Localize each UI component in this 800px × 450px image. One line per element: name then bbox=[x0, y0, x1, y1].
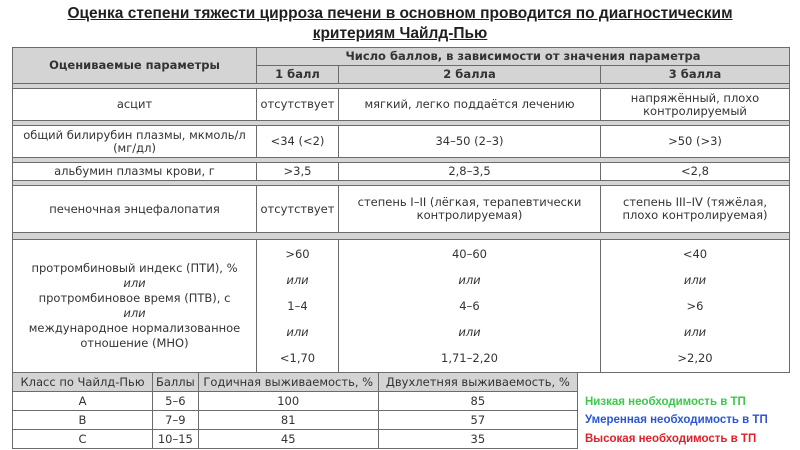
header-2-points: 2 балла bbox=[339, 66, 601, 84]
param-label: альбумин плазмы крови, г bbox=[13, 163, 257, 181]
value-pti: >60 bbox=[285, 247, 310, 261]
class-cell: A bbox=[13, 392, 153, 411]
or-label: или bbox=[683, 325, 707, 339]
header-two-year: Двухлетняя выживаемость, % bbox=[378, 373, 577, 392]
criteria-header-row bbox=[13, 48, 790, 66]
param-pti: протромбиновый индекс (ПТИ), % bbox=[31, 261, 238, 275]
header-score-group: Число баллов, в зависимости от значения параметра bbox=[257, 48, 790, 66]
value-2-points-coagulation bbox=[339, 240, 601, 373]
one-year-cell: 45 bbox=[198, 430, 378, 449]
page-title bbox=[20, 4, 780, 44]
param-label: общий билирубин плазмы, мкмоль/л (мг/дл) bbox=[13, 126, 257, 158]
or-label: или bbox=[123, 276, 146, 290]
two-year-cell: 57 bbox=[378, 411, 577, 430]
value-ptv: 4–6 bbox=[459, 299, 480, 313]
criteria-row-ascites bbox=[13, 89, 790, 121]
value-3-points: <2,8 bbox=[601, 163, 790, 181]
or-label: или bbox=[286, 273, 309, 287]
header-class: Класс по Чайлд-Пью bbox=[13, 373, 153, 392]
one-year-cell: 81 bbox=[198, 411, 378, 430]
or-label: или bbox=[123, 306, 146, 320]
value-ptv: >6 bbox=[686, 299, 704, 313]
value-2-points: мягкий, легко поддаётся лечению bbox=[339, 89, 601, 121]
value-1-point: <34 (<2) bbox=[257, 126, 339, 158]
or-label: или bbox=[683, 273, 707, 287]
value-1-point: отсутствует bbox=[257, 89, 339, 121]
points-cell: 10–15 bbox=[153, 430, 199, 449]
header-points: Баллы bbox=[153, 373, 199, 392]
or-label: или bbox=[458, 273, 481, 287]
value-inr: 1,71–2,20 bbox=[441, 351, 498, 365]
class-cell: B bbox=[13, 411, 153, 430]
param-label: печеночная энцефалопатия bbox=[13, 186, 257, 233]
criteria-row-coagulation bbox=[13, 240, 790, 373]
one-year-cell: 100 bbox=[198, 392, 378, 411]
survival-row-a bbox=[13, 392, 578, 411]
survival-row-b bbox=[13, 411, 578, 430]
title-line-1: Оценка степени тяжести цирроза печени в основном проводится по диагностическим bbox=[67, 5, 733, 22]
param-ptv: протромбиновое время (ПТВ), с bbox=[38, 291, 231, 305]
legend-low-need: Низкая необходимость в ТП bbox=[585, 396, 746, 408]
value-1-point: >3,5 bbox=[257, 163, 339, 181]
value-pti: <40 bbox=[682, 247, 708, 261]
value-3-points: >50 (>3) bbox=[601, 126, 790, 158]
value-3-points: степень III–IV (тяжёлая, плохо контролируемая) bbox=[601, 186, 790, 233]
param-inr: международное нормализованное отношение (МНО) bbox=[28, 321, 241, 350]
or-label: или bbox=[286, 325, 309, 339]
value-1-point: отсутствует bbox=[257, 186, 339, 233]
value-pti: 40–60 bbox=[451, 247, 488, 261]
child-pugh-criteria-table bbox=[12, 47, 790, 373]
legend-high-need: Высокая необходимость в ТП bbox=[585, 433, 757, 445]
legend-moderate-need: Умеренная необходимость в ТП bbox=[585, 414, 768, 426]
criteria-row-bilirubin bbox=[13, 126, 790, 158]
header-parameters: Оцениваемые параметры bbox=[13, 48, 257, 84]
points-cell: 5–6 bbox=[153, 392, 199, 411]
value-2-points: 34–50 (2–3) bbox=[339, 126, 601, 158]
value-2-points: степень I–II (лёгкая, терапевтически контролируемая) bbox=[339, 186, 601, 233]
value-inr: >2,20 bbox=[677, 351, 713, 365]
survival-table bbox=[12, 372, 578, 449]
header-3-points: 3 балла bbox=[601, 66, 790, 84]
value-3-points-coagulation bbox=[601, 240, 790, 373]
points-cell: 7–9 bbox=[153, 411, 199, 430]
value-3-points: напряжённый, плохо контролируемый bbox=[601, 89, 790, 121]
class-cell: C bbox=[13, 430, 153, 449]
param-label-coagulation bbox=[13, 240, 257, 373]
value-ptv: 1–4 bbox=[287, 299, 308, 313]
survival-header-row bbox=[13, 373, 578, 392]
header-1-point: 1 балл bbox=[257, 66, 339, 84]
criteria-row-encephalopathy bbox=[13, 186, 790, 233]
param-label: асцит bbox=[13, 89, 257, 121]
or-label: или bbox=[458, 325, 481, 339]
two-year-cell: 35 bbox=[378, 430, 577, 449]
title-line-2: критериям Чайлд-Пью bbox=[312, 25, 488, 42]
survival-row-c bbox=[13, 430, 578, 449]
value-inr: <1,70 bbox=[279, 351, 316, 365]
criteria-row-albumin bbox=[13, 163, 790, 181]
value-1-point-coagulation bbox=[257, 240, 339, 373]
header-one-year: Годичная выживаемость, % bbox=[198, 373, 378, 392]
value-2-points: 2,8–3,5 bbox=[339, 163, 601, 181]
two-year-cell: 85 bbox=[378, 392, 577, 411]
row-separator bbox=[13, 233, 790, 240]
